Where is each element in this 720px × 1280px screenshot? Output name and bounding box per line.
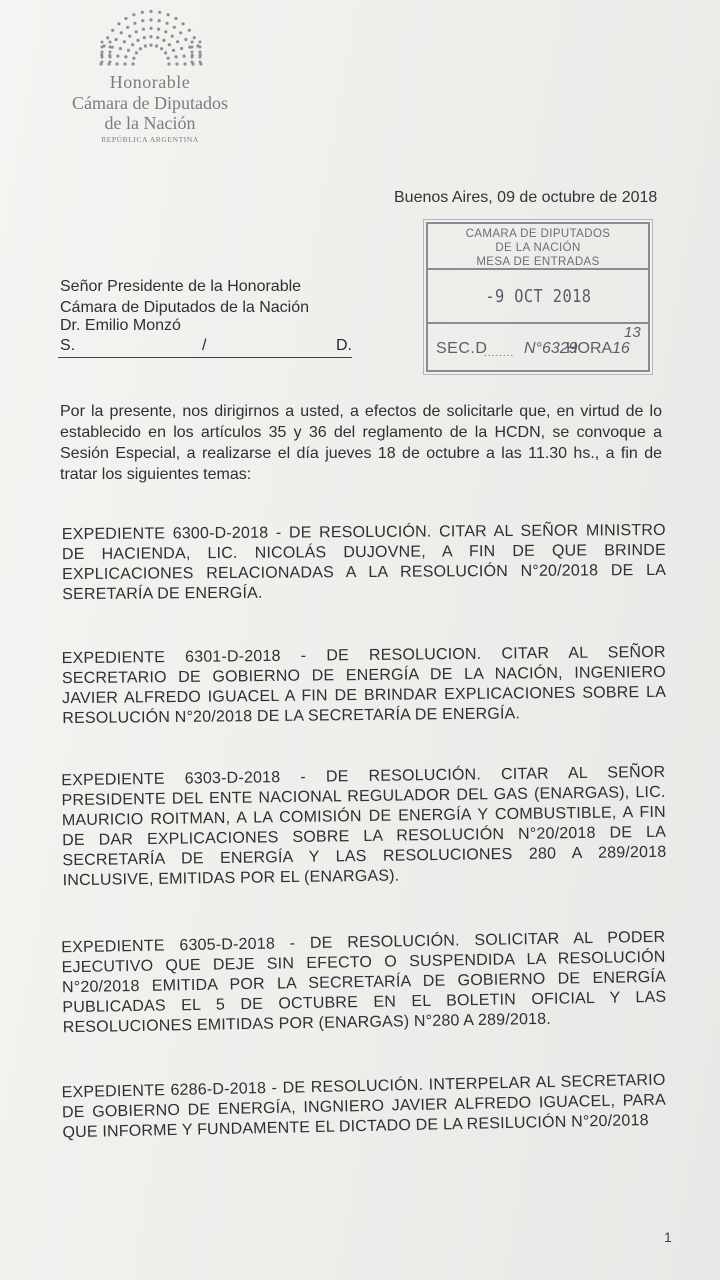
stamp-hora-value: 16 <box>612 340 630 357</box>
stamp-date: -9 OCT 2018 <box>484 286 592 307</box>
expediente-item: EXPEDIENTE 6305-D-2018 - DE RESOLUCIÓN. SOLICITAR AL PODER EJECUTIVO QUE DEJE SIN EFECTO O SUSPENDIDA LA RESOLUCIÓN N°20/2018 EMITIDA POR LA SECRETARÍA DE GOBIERNO DE ENERGÍA PUBLICADAS EL 5 DE OCTUBRE EN EL BOLETIN OFICIAL Y LAS RESOLUCIONES EMITIDAS POR (ENARGAS) N°280 A 289/2018. <box>61 928 667 1037</box>
stamp-header-line-1: CAMARA DE DIPUTADOS <box>465 228 611 240</box>
page-number: 1 <box>664 1229 672 1245</box>
letterhead-line-3: de la Nación <box>104 113 196 133</box>
stamp-header <box>428 224 648 270</box>
intro-paragraph: Por la presente, nos dirigirnos a usted, a efectos de solicitarle que, en virtud de lo establecido en los artículos 35 y 36 del reglamento de la HCDN, se convoque a Sesión Especial, a realizarse el día jueves 18 de octubre a las 11.30 hs., a fin de tratar los siguientes temas: <box>60 403 662 483</box>
stamp-hora-minutes: 13 <box>624 324 641 341</box>
stamp-entry-row <box>428 324 648 368</box>
salutation-d: D. <box>336 337 352 354</box>
addressee-line-1: Señor Presidente de la Honorable <box>60 278 302 295</box>
stamp-header-line-3: MESA DE ENTRADAS <box>476 256 600 268</box>
expediente-item: EXPEDIENTE 6303-D-2018 - DE RESOLUCIÓN. CITAR AL SEÑOR PRESIDENTE DEL ENTE NACIONAL REGULADOR DEL GAS (ENARGAS), LIC. MAURICIO ROITMAN, A LA COMISIÓN DE ENERGÍA Y COMBUSTIBLE, A FIN DE DAR EXPLICACIONES SOBRE LA RESOLUCIÓN N°20/2018 DE LA SECRETARÍA DE ENERGÍA Y LAS RESOLUCIONES 280 A 289/2018 INCLUSIVE, EMITIDAS POR EL (ENARGAS). <box>61 763 667 890</box>
salutation-s: S. <box>60 337 76 354</box>
stamp-hora-label: HORA <box>566 340 613 357</box>
congress-seal-logo <box>96 2 206 70</box>
stamp-date-row <box>428 270 648 324</box>
addressee-line-2: Cámara de Diputados de la Nación <box>60 299 310 316</box>
addressee-line-3: Dr. Emilio Monzó <box>60 317 181 334</box>
stamp-entry-number: N°6329 <box>524 340 578 357</box>
expediente-item: EXPEDIENTE 6301-D-2018 - DE RESOLUCION. CITAR AL SEÑOR SECRETARIO DE GOBIERNO DE ENERGÍA DE LA NACIÓN, INGENIERO JAVIER ALFREDO IGUACEL A FIN DE BRINDAR EXPLICACIONES SOBRE LA RESOLUCIÓN N°20/2018 DE LA SECRETARÍA DE ENERGÍA. <box>61 643 667 728</box>
salutation-slash: / <box>202 337 207 354</box>
stamp-header-line-2: DE LA NACIÓN <box>495 242 581 254</box>
letterhead-line-2: Cámara de Diputados <box>72 93 228 113</box>
stamp-sec: SEC.D <box>436 340 488 357</box>
expediente-item: EXPEDIENTE 6300-D-2018 - DE RESOLUCIÓN. CITAR AL SEÑOR MINISTRO DE HACIENDA, LIC. NICOLÁS DUJOVNE, A FIN DE QUE BRINDE EXPLICACIONES RELACIONADAS A LA RESOLUCIÓN N°20/2018 DE LA SERETARÍA DE ENERGÍA. <box>61 521 667 604</box>
reception-stamp <box>426 222 650 372</box>
salutation-line <box>58 337 352 358</box>
letterhead-line-4: REPÚBLICA ARGENTINA <box>101 135 199 144</box>
letterhead-line-1: Honorable <box>109 72 191 92</box>
letter-date: Buenos Aires, 09 de octubre de 2018 <box>394 189 658 206</box>
expediente-item: EXPEDIENTE 6286-D-2018 - DE RESOLUCIÓN. INTERPELAR AL SECRETARIO DE GOBIERNO DE ENERGÍA, INGNIERO JAVIER ALFREDO IGUACEL, PARA QUE INFORME Y FUNDAMENTE EL DICTADO DE LA RESILUCIÓN N°20/2018 <box>61 1071 667 1142</box>
stamp-dots: ........ <box>484 348 515 359</box>
